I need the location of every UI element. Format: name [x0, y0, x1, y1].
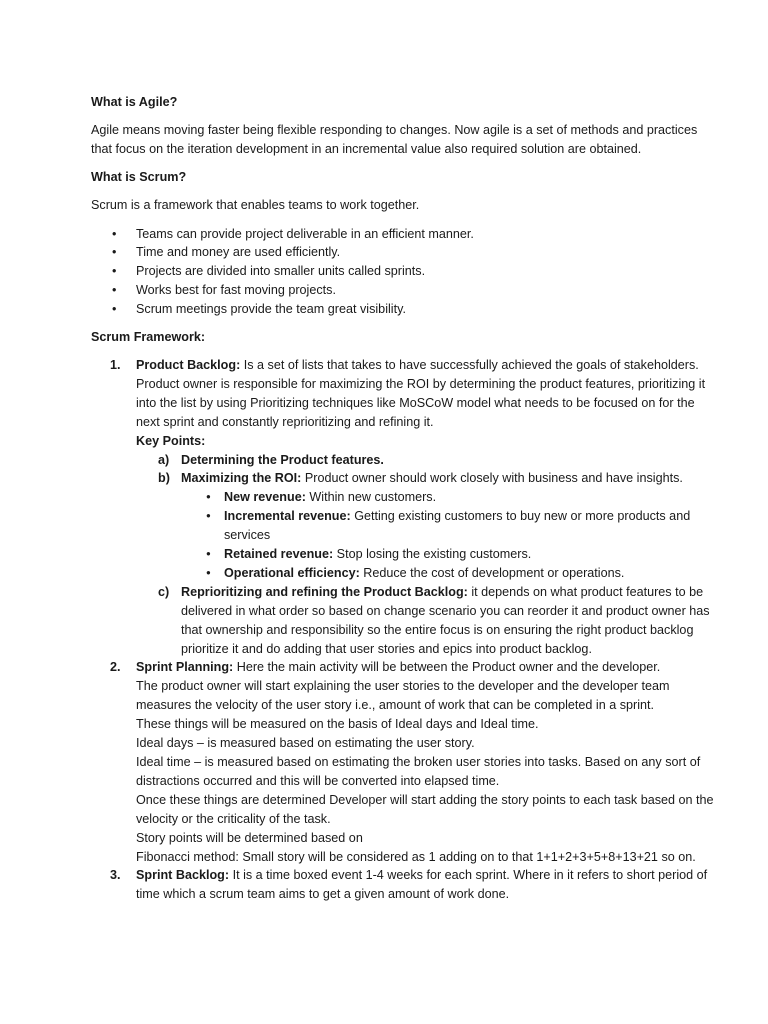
item-line: Ideal days – is measured based on estimating the user story.	[136, 736, 475, 751]
key-points-list	[136, 451, 718, 659]
scrum-bullet-list	[91, 225, 718, 320]
roi-item-text: Getting existing customers to buy new or more products and services	[224, 509, 691, 543]
framework-item-sprint-planning	[91, 658, 718, 866]
list-item	[181, 488, 718, 507]
item-line: Once these things are determined Developer will start adding the story points to each task based on the velocity or the criticality of the task.	[136, 792, 714, 826]
list-item: • Scrum meetings provide the team great visibility.	[91, 300, 718, 319]
framework-list	[91, 356, 718, 904]
key-points-label: Key Points:	[136, 433, 206, 448]
key-point-title: Reprioritizing and refining the Product Backlog:	[181, 584, 468, 599]
heading-what-is-scrum: What is Scrum?	[91, 169, 187, 184]
roi-item-title: Incremental revenue:	[224, 509, 351, 524]
key-point-letter: a)	[158, 452, 170, 467]
paragraph-scrum: Scrum is a framework that enables teams to work together.	[91, 197, 420, 212]
list-item: • Time and money are used efficiently.	[91, 243, 718, 262]
key-point-text: Product owner should work closely with business and have insights.	[301, 471, 683, 486]
roi-list	[181, 488, 718, 583]
list-item	[181, 564, 718, 583]
item-number: 2.	[110, 660, 121, 675]
item-number: 3.	[110, 868, 121, 883]
roi-item-text: Reduce the cost of development or operations.	[359, 565, 625, 580]
item-title: Product Backlog:	[136, 357, 241, 372]
item-line: These things will be measured on the basis of Ideal days and Ideal time.	[136, 717, 539, 732]
item-text: Here the main activity will be between the Product owner and the developer.	[233, 660, 661, 675]
paragraph-agile: Agile means moving faster being flexible responding to changes. Now agile is a set of methods and practices that focus on the iteration development in an incremental value also required solution are obtained.	[91, 122, 698, 156]
key-point-title: Maximizing the ROI:	[181, 471, 302, 486]
roi-item-text: Stop losing the existing customers.	[333, 547, 532, 562]
key-point-a	[136, 451, 718, 470]
item-line: Fibonacci method: Small story will be considered as 1 adding on to that 1+1+2+3+5+8+13+21 so on.	[136, 849, 696, 864]
heading-what-is-agile: What is Agile?	[91, 95, 178, 109]
roi-item-title: Retained revenue:	[224, 547, 334, 562]
list-item: • Teams can provide project deliverable in an efficient manner.	[91, 225, 718, 244]
key-point-c	[136, 583, 718, 659]
item-line: The product owner will start explaining the user stories to the developer and the developer team measures the velocity of the user story i.e., amount of work that can be completed in a sprint.	[136, 679, 670, 713]
key-point-title: Determining the Product features.	[181, 452, 384, 467]
item-text: Is a set of lists that takes to have successfully achieved the goals of stakeholders. Product owner is responsible for maximizing the ROI by determining the product features, prioritizing it into the list by using Prioritizing techniques like MoSCoW model what needs to be focused on for the next sprint and constantly reprioritizing and refining it.	[136, 357, 706, 429]
key-point-b	[136, 469, 718, 582]
item-title: Sprint Backlog:	[136, 868, 230, 883]
framework-item-sprint-backlog	[91, 866, 718, 904]
list-item	[181, 507, 718, 545]
item-number: 1.	[110, 357, 121, 372]
list-item: • Projects are divided into smaller units called sprints.	[91, 262, 718, 281]
list-item	[181, 545, 718, 564]
heading-scrum-framework: Scrum Framework:	[91, 330, 206, 345]
key-point-letter: c)	[158, 584, 170, 599]
list-item: • Works best for fast moving projects.	[91, 281, 718, 300]
item-text: It is a time boxed event 1-4 weeks for each sprint. Where in it refers to short period of time which a scrum team aims to get a given amount of work done.	[136, 868, 708, 902]
item-line: Story points will be determined based on	[136, 830, 363, 845]
roi-item-text: Within new customers.	[305, 490, 437, 505]
framework-item-product-backlog	[91, 356, 718, 659]
item-line: Ideal time – is measured based on estimating the broken user stories into tasks. Based on any sort of distractions occurred and this will be converted into elapsed time.	[136, 755, 701, 788]
roi-item-title: New revenue:	[224, 490, 306, 505]
key-point-letter: b)	[158, 471, 170, 486]
key-point-text: it depends on what product features to be delivered in what order so based on change scenario you can reorder it and product owner has that ownership and responsibility so the entire focus is on ensuring the right product backlog prioritize it and do adding that user stories and epics into product backlog.	[181, 584, 710, 656]
item-title: Sprint Planning:	[136, 660, 234, 675]
roi-item-title: Operational efficiency:	[224, 565, 360, 580]
